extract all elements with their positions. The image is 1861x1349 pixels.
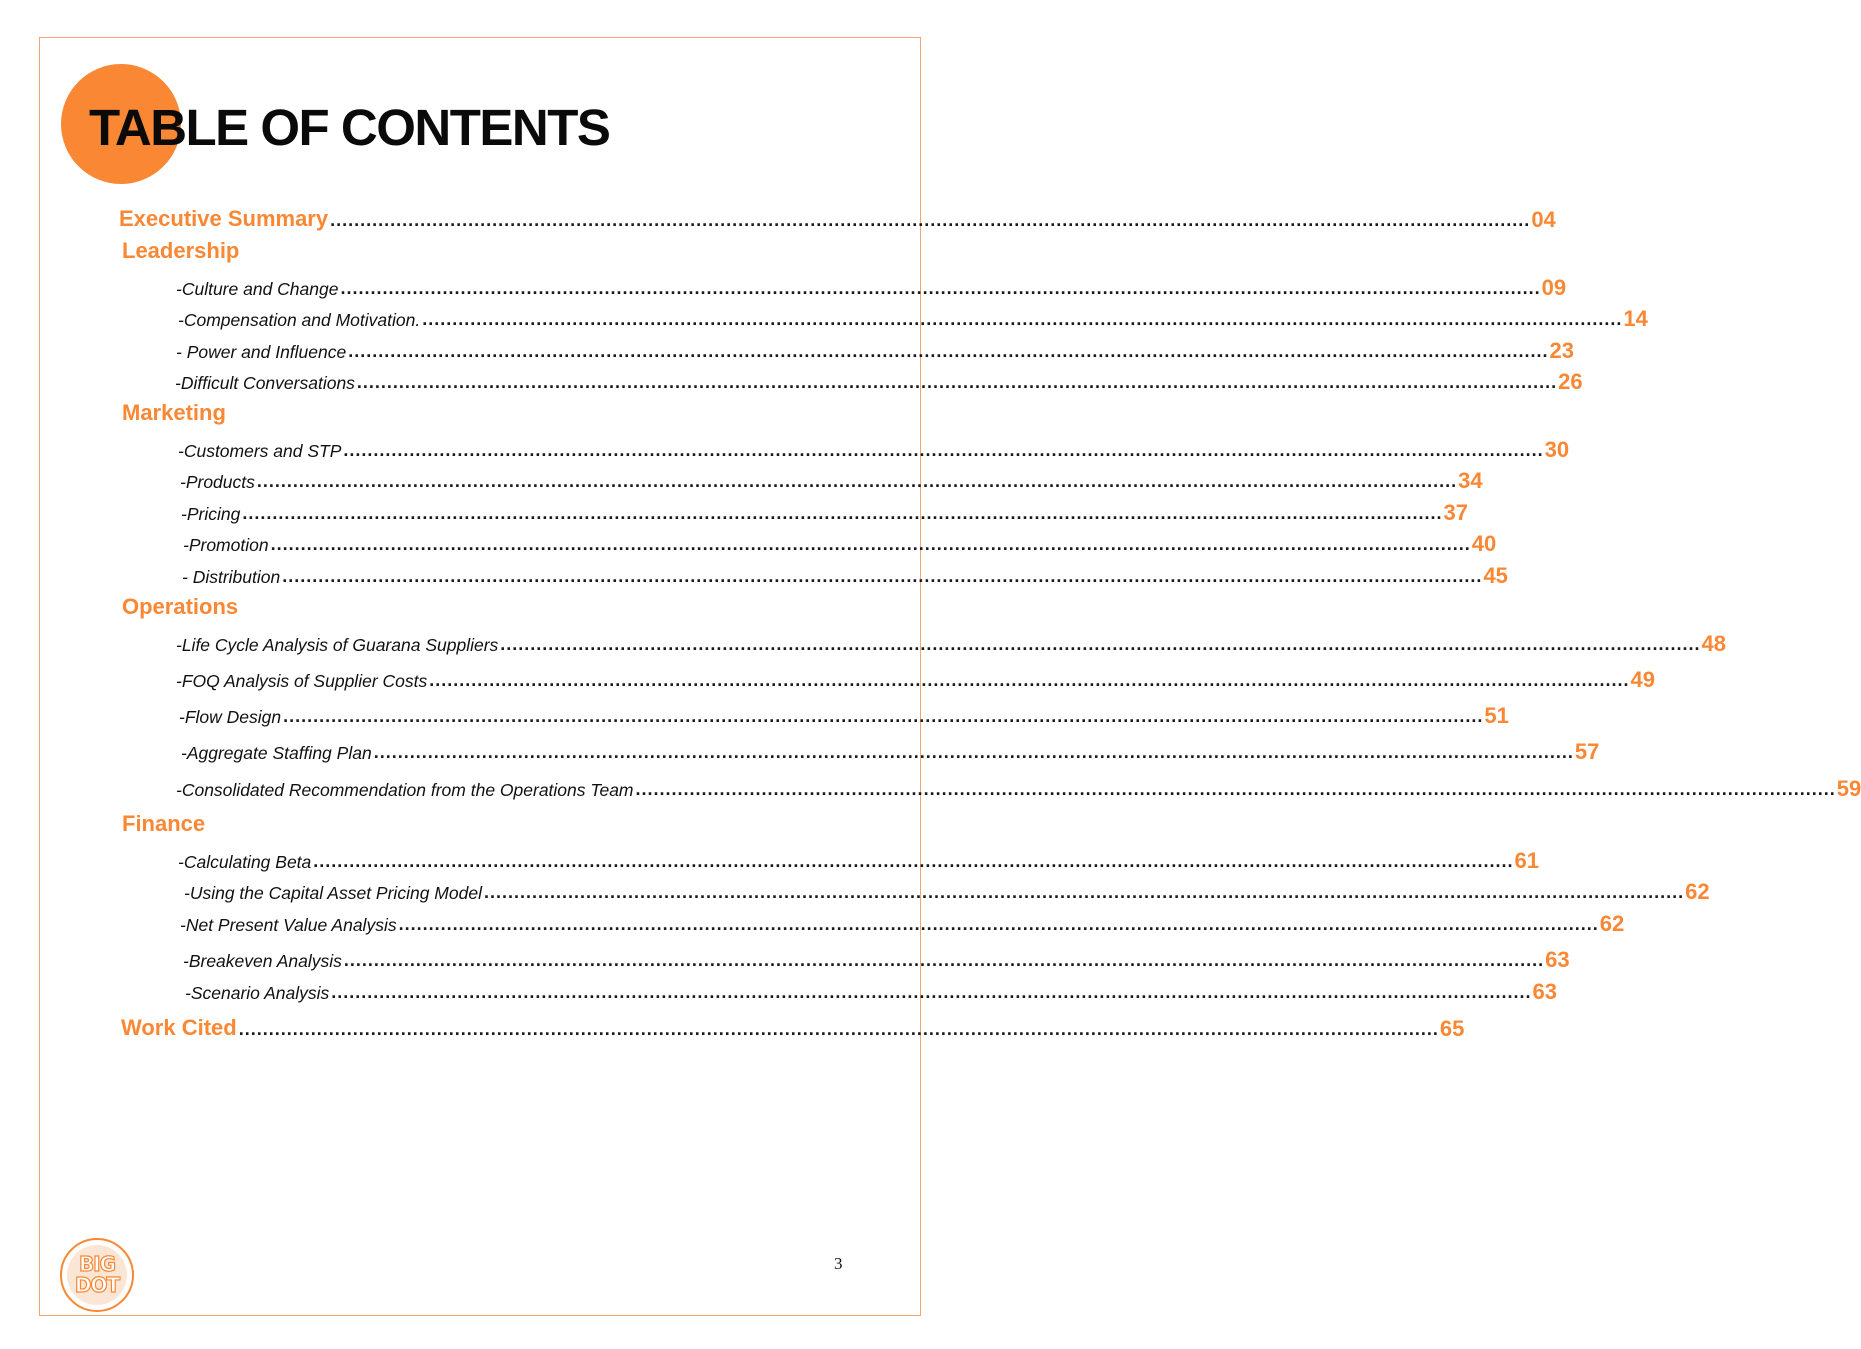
dot-leader: ........................................................................................................................................................................................................ (238, 1019, 1439, 1039)
toc-page-number: 37 (1443, 500, 1469, 525)
dot-leader: ........................................................................................................................................................................................................ (398, 914, 1599, 934)
section-heading-operations: Operations (122, 594, 239, 619)
section-heading-finance: Finance (122, 811, 206, 836)
dot-leader: ........................................................................................................................................................................................................ (500, 634, 1701, 654)
toc-page-number: 45 (1483, 563, 1508, 588)
toc-entry-label: -Customers and STP (178, 441, 342, 461)
toc-entry[interactable] (183, 947, 1570, 972)
dot-leader: ........................................................................................................................................................................................................ (373, 742, 1574, 762)
toc-entry[interactable] (180, 911, 1625, 936)
toc-entry[interactable] (176, 667, 1655, 692)
toc-page-number: 14 (1623, 306, 1648, 331)
toc-entry-label: -Scenario Analysis (185, 983, 330, 1003)
toc-entry[interactable] (178, 306, 1648, 331)
dot-leader: ........................................................................................................................................................................................................ (422, 309, 1623, 329)
toc-entry-label: -Products (180, 472, 255, 492)
toc-entry-label: Executive Summary (119, 206, 329, 231)
page-number: 3 (834, 1254, 843, 1273)
section-heading-marketing: Marketing (122, 400, 226, 425)
logo-text-top: BIG (78, 1252, 116, 1276)
toc-page-number: 62 (1599, 911, 1625, 936)
dot-leader: ........................................................................................................................................................................................................ (242, 503, 1443, 523)
toc-page-number: 65 (1439, 1016, 1465, 1041)
toc-entry-label: -Breakeven Analysis (183, 951, 342, 971)
toc-entry-label: -Compensation and Motivation. (178, 310, 421, 330)
dot-leader: ........................................................................................................................................................................................................ (343, 950, 1545, 970)
toc-entry-label: -FOQ Analysis of Supplier Costs (176, 671, 428, 691)
toc-page-number: 49 (1630, 667, 1655, 692)
toc-page-number: 48 (1701, 631, 1726, 656)
section-heading-leadership: Leadership (122, 238, 240, 263)
toc-page-number: 57 (1574, 739, 1600, 764)
dot-leader: ........................................................................................................................................................................................................ (343, 440, 1544, 460)
toc-entry[interactable] (176, 275, 1567, 300)
dot-leader: ........................................................................................................................................................................................................ (270, 534, 1471, 554)
dot-leader: ........................................................................................................................................................................................................ (282, 566, 1483, 586)
toc-entry-label: -Life Cycle Analysis of Guarana Suppliers (176, 635, 499, 655)
toc-entry-label: - Power and Influence (176, 342, 347, 362)
toc-entry[interactable] (176, 338, 1574, 363)
logo-text-bottom: DOT (74, 1273, 120, 1297)
toc-page-number: 63 (1545, 947, 1570, 972)
big-dot-logo (60, 1238, 134, 1312)
toc-page-number: 40 (1471, 531, 1497, 556)
toc-page-number: 23 (1549, 338, 1574, 363)
toc-page-number: 04 (1531, 207, 1556, 232)
dot-leader: ........................................................................................................................................................................................................ (635, 779, 1836, 799)
dot-leader: ........................................................................................................................................................................................................ (429, 670, 1630, 690)
page-title: TABLE OF CONTENTS (89, 99, 610, 156)
toc-page-number: 26 (1558, 369, 1583, 394)
toc-entry[interactable] (182, 563, 1508, 588)
toc-entry[interactable] (183, 531, 1497, 556)
toc-entry-label: -Culture and Change (176, 279, 339, 299)
dot-leader: ........................................................................................................................................................................................................ (330, 210, 1531, 230)
toc-entry[interactable] (179, 703, 1509, 728)
toc-entry[interactable] (184, 879, 1710, 904)
toc-entry[interactable] (185, 979, 1557, 1004)
toc-entry[interactable] (181, 500, 1469, 525)
toc-entry-label: -Pricing (181, 504, 241, 524)
toc-entry[interactable] (180, 468, 1483, 493)
toc-page-number: 09 (1541, 275, 1567, 300)
toc-entry[interactable] (178, 848, 1539, 873)
toc-entry-label: -Net Present Value Analysis (180, 915, 397, 935)
toc-entry[interactable] (178, 437, 1570, 462)
toc-entry-executive-summary[interactable] (119, 206, 1556, 232)
dot-leader: ........................................................................................................................................................................................................ (340, 278, 1541, 298)
toc-entry-label: Work Cited (121, 1015, 237, 1040)
toc-entry-work-cited[interactable] (121, 1015, 1465, 1041)
toc-page-number: 63 (1532, 979, 1557, 1004)
dot-leader: ........................................................................................................................................................................................................ (348, 341, 1549, 361)
dot-leader: ........................................................................................................................................................................................................ (313, 851, 1514, 871)
toc-entry-label: -Flow Design (179, 707, 282, 727)
toc-entry-label: -Difficult Conversations (175, 373, 355, 393)
toc-page-number: 59 (1836, 776, 1861, 801)
toc-entry[interactable] (181, 739, 1600, 764)
dot-leader: ........................................................................................................................................................................................................ (283, 706, 1484, 726)
toc-page-number: 61 (1514, 848, 1539, 873)
toc-entry-label: - Distribution (182, 567, 281, 587)
toc-entry[interactable] (176, 776, 1861, 801)
toc-entry-label: -Using the Capital Asset Pricing Model (184, 883, 482, 903)
toc-page-number: 34 (1458, 468, 1483, 493)
dot-leader: ........................................................................................................................................................................................................ (331, 982, 1532, 1002)
toc-entry[interactable] (176, 631, 1726, 656)
toc-entry-label: -Consolidated Recommendation from the Operations Team (176, 780, 634, 800)
toc-entry[interactable] (175, 369, 1583, 394)
logo-badge (67, 1245, 127, 1305)
toc-entry-label: -Calculating Beta (178, 852, 312, 872)
toc-entry-label: -Promotion (183, 535, 269, 555)
toc-page-number: 62 (1685, 879, 1710, 904)
dot-leader: ........................................................................................................................................................................................................ (256, 471, 1458, 491)
dot-leader: ........................................................................................................................................................................................................ (483, 882, 1685, 902)
toc-page-number: 30 (1544, 437, 1570, 462)
toc-page-number: 51 (1484, 703, 1509, 728)
toc-entry-label: -Aggregate Staffing Plan (181, 743, 372, 763)
dot-leader: ........................................................................................................................................................................................................ (356, 372, 1558, 392)
